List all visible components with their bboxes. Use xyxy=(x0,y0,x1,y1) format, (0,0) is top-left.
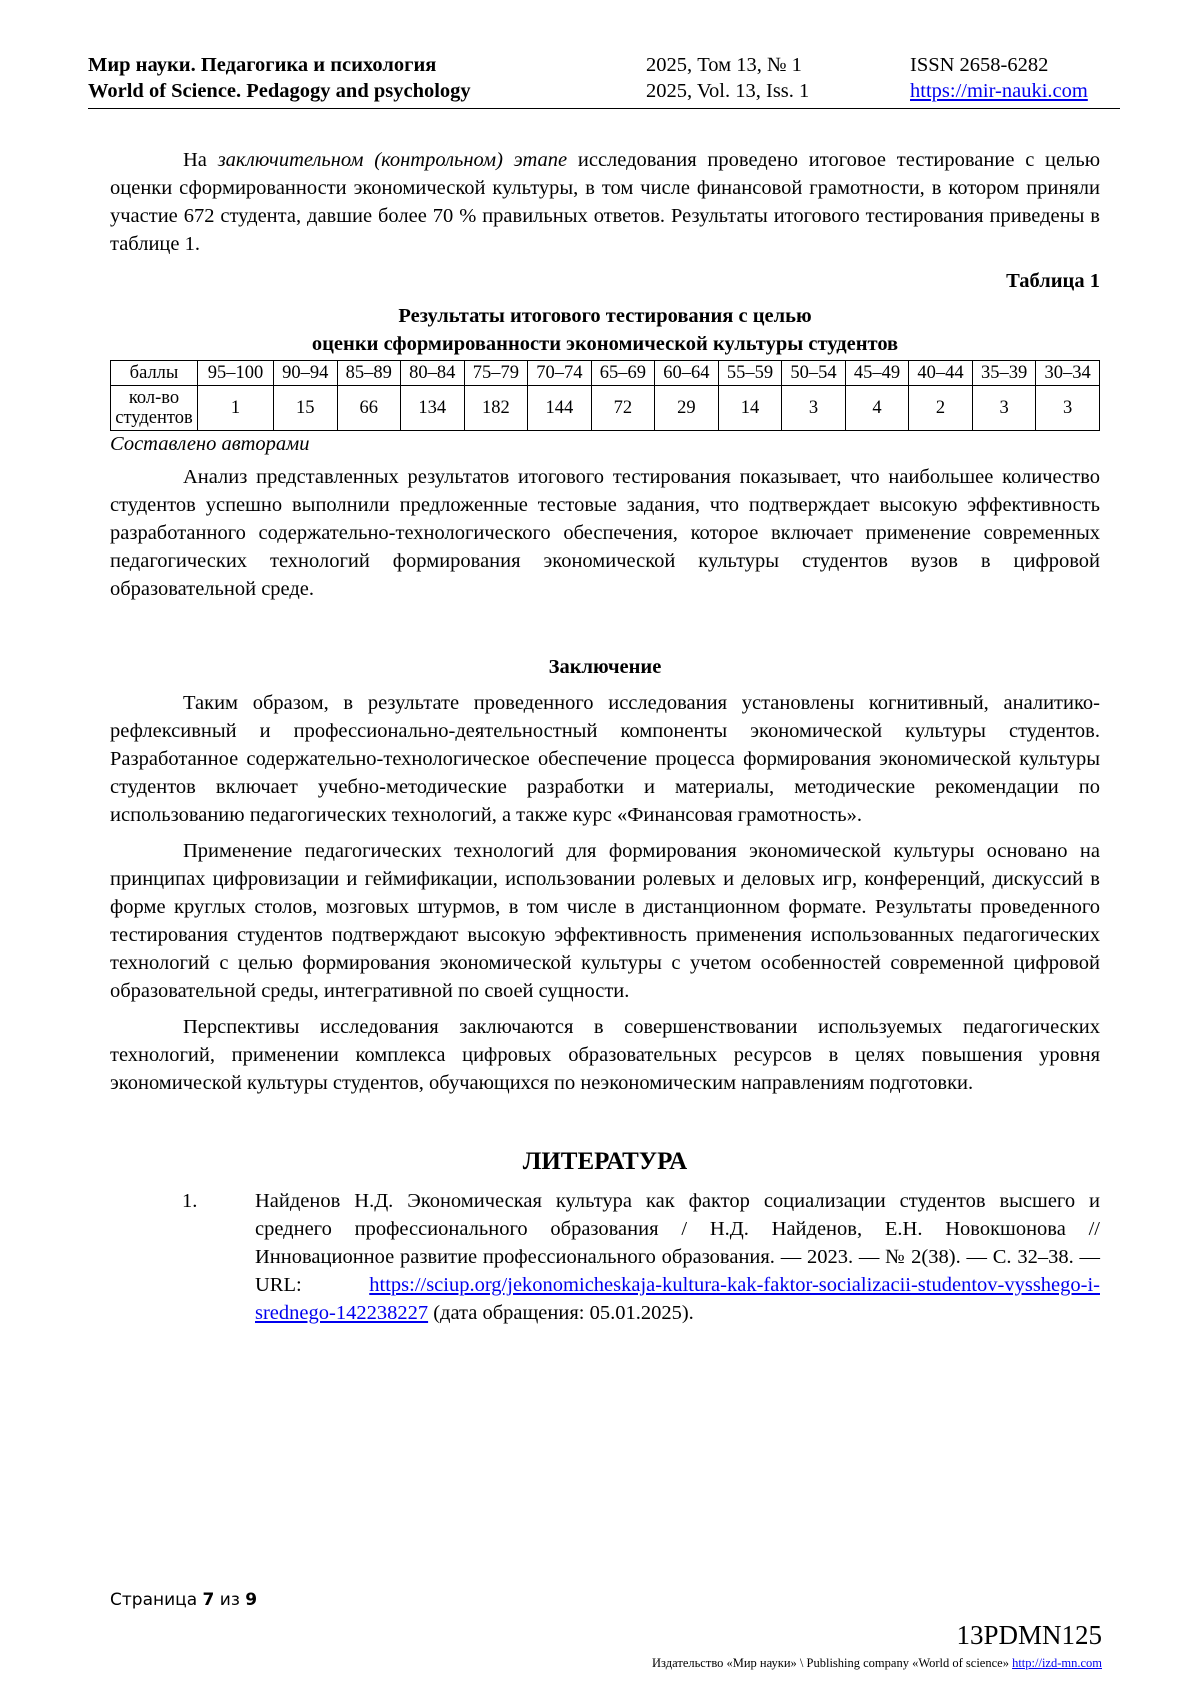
score-range-cell: 45–49 xyxy=(845,361,909,386)
issn: ISSN 2658-6282 xyxy=(910,54,1049,76)
score-range-cell: 75–79 xyxy=(464,361,528,386)
page-total: 9 xyxy=(245,1590,258,1610)
score-range-cell: 40–44 xyxy=(909,361,973,386)
intro-italic: заключительном (контрольном) этапе xyxy=(217,149,568,171)
students-label-line2: студентов xyxy=(115,408,193,428)
table-row-counts xyxy=(111,386,1100,431)
student-count-cell: 3 xyxy=(972,386,1036,431)
student-count-cell: 29 xyxy=(655,386,719,431)
score-range-cell: 65–69 xyxy=(591,361,655,386)
score-range-cell: 95–100 xyxy=(198,361,274,386)
conclusion-paragraph-3: Перспективы исследования заключаются в совершенствовании используемых педагогических технологий, применении комплекса цифровых образовательных ресурсов в целях повышения уровня экономической культуры студентов, обучающихся по неэкономическим направлениям подготовки. xyxy=(110,1016,1100,1094)
intro-pre: На xyxy=(183,149,218,171)
journal-title-en: World of Science. Pedagogy and psychology xyxy=(88,80,471,102)
page-label: Страница xyxy=(110,1590,198,1610)
score-range-cell: 90–94 xyxy=(273,361,337,386)
publisher-line xyxy=(652,1656,1102,1671)
student-count-cell: 144 xyxy=(528,386,592,431)
row-label-scores: баллы xyxy=(111,361,198,386)
intro-post: исследования проведено итоговое тестирование с целью оценки сформированности экономической культуры, в том числе финансовой грамотности, в котором приняли участие 672 студента, давшие более 70 % правильных ответов. Результаты итогового тестирования приведены в таблице 1. xyxy=(110,149,1101,255)
page-counter xyxy=(110,1590,257,1610)
reference-text-pre: Найденов Н.Д. Экономическая культура как фактор социализации студентов высшего и среднего профессионального образования / Н.Д. Найденов, Е.Н. Новокшонова // Инновационное развитие профессионального образования. — 2023. — № 2(38). — С. 32–38. — URL: xyxy=(255,1190,1100,1296)
student-count-cell: 4 xyxy=(845,386,909,431)
reference-text-post: (дата обращения: 05.01.2025). xyxy=(428,1302,694,1324)
student-count-cell: 1 xyxy=(198,386,274,431)
conclusion-paragraph-2: Применение педагогических технологий для формирования экономической культуры основано на принципах цифровизации и геймификации, использовании ролевых и деловых игр, конференций, дискуссий в форме круглых столов, мозговых штурмов, в том числе в дистанционном формате. Результаты проведенного тестирования студентов подтверждают высокую эффективность применения использованных педагогических технологий с целью формирования экономической культуры с учетом особенностей современной цифровой образовательной среды, интегративной по своей сущности. xyxy=(110,840,1100,1002)
score-range-cell: 55–59 xyxy=(718,361,782,386)
issue-ru: 2025, Том 13, № 1 xyxy=(646,54,802,76)
student-count-cell: 3 xyxy=(782,386,846,431)
score-range-cell: 70–74 xyxy=(528,361,592,386)
table-source: Составлено авторами xyxy=(110,433,310,455)
results-table xyxy=(110,360,1100,431)
reference-link[interactable]: https://sciup.org/jekonomicheskaja-kultura-kak-faktor-socializacii-studentov-vysshego-i-srednego-142238227 xyxy=(255,1274,1100,1324)
student-count-cell: 182 xyxy=(464,386,528,431)
table-row-ranges xyxy=(111,361,1100,386)
publisher-link[interactable]: http://izd-mn.com xyxy=(1012,1656,1102,1670)
student-count-cell: 72 xyxy=(591,386,655,431)
score-range-cell: 60–64 xyxy=(655,361,719,386)
literature-heading: ЛИТЕРАТУРА xyxy=(522,1148,688,1175)
analysis-paragraph: Анализ представленных результатов итогового тестирования показывает, что наибольшее количество студентов успешно выполнили предложенные тестовые задания, что подтверждает высокую эффективность разработанного содержательно-технологического обеспечения, которое включает применение современных педагогических технологий формирования экономической культуры студентов вузов в цифровой образовательной среде. xyxy=(110,466,1100,600)
table-title-line1: Результаты итогового тестирования с целью xyxy=(398,305,812,327)
conclusion-paragraph-1: Таким образом, в результате проведенного исследования установлены когнитивный, аналитико-рефлексивный и профессионально-деятельностный компоненты экономической культуры студентов. Разработанное содержательно-технологическое обеспечение процесса формирования экономической культуры студентов включает учебно-методические разработки и материалы, методические рекомендации по использованию педагогических технологий, а также курс «Финансовая грамотность». xyxy=(110,692,1100,826)
reference-number: 1. xyxy=(182,1190,198,1212)
page-current: 7 xyxy=(202,1590,215,1610)
intro-paragraph xyxy=(110,146,1100,258)
student-count-cell: 2 xyxy=(909,386,973,431)
reference-item xyxy=(110,1187,1100,1327)
row-label-students xyxy=(111,386,198,431)
page-header xyxy=(88,52,1120,109)
score-range-cell: 50–54 xyxy=(782,361,846,386)
issue-en: 2025, Vol. 13, Iss. 1 xyxy=(646,80,810,102)
publisher-text: Издательство «Мир науки» \ Publishing company «World of science» xyxy=(652,1656,1013,1670)
score-range-cell: 35–39 xyxy=(972,361,1036,386)
page-of: из xyxy=(219,1590,240,1610)
table-title-line2: оценки сформированности экономической культуры студентов xyxy=(311,333,899,355)
score-range-cell: 80–84 xyxy=(401,361,465,386)
table-title xyxy=(110,302,1100,358)
reference-text xyxy=(255,1187,1100,1327)
table-number: Таблица 1 xyxy=(1006,270,1100,292)
student-count-cell: 15 xyxy=(273,386,337,431)
students-label-line1: кол-во xyxy=(128,388,180,408)
page-content xyxy=(110,146,1100,1327)
student-count-cell: 14 xyxy=(718,386,782,431)
journal-url-link[interactable]: https://mir-nauki.com xyxy=(910,80,1088,102)
article-code: 13PDMN125 xyxy=(956,1620,1102,1650)
student-count-cell: 134 xyxy=(401,386,465,431)
student-count-cell: 66 xyxy=(337,386,401,431)
student-count-cell: 3 xyxy=(1036,386,1100,431)
conclusion-heading: Заключение xyxy=(548,656,662,678)
score-range-cell: 30–34 xyxy=(1036,361,1100,386)
score-range-cell: 85–89 xyxy=(337,361,401,386)
journal-title-ru: Мир науки. Педагогика и психология xyxy=(88,54,437,76)
